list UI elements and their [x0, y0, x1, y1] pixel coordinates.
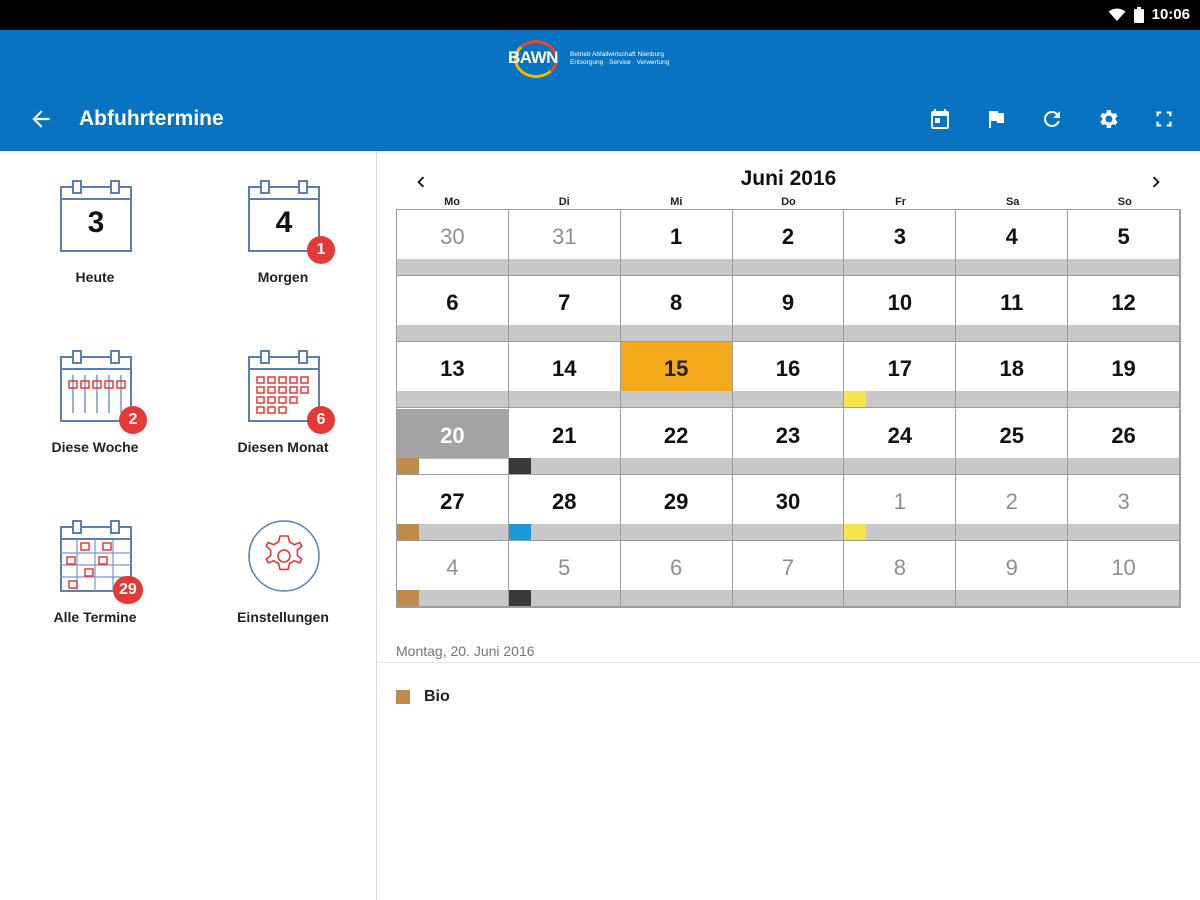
calendar-day-cell[interactable] [956, 475, 1068, 541]
waste-type-label: Bio [424, 688, 450, 705]
calendar-day-cell[interactable] [1068, 276, 1180, 342]
weekday-label: Mi [670, 196, 683, 208]
settings-button[interactable] [1096, 106, 1120, 132]
collection-strip [397, 391, 508, 407]
collection-strip [621, 325, 732, 341]
collection-marker-yellow [844, 391, 866, 407]
calendar-day-cell[interactable] [956, 210, 1068, 276]
collection-strip [1068, 325, 1179, 341]
calendar-day-cell[interactable] [397, 342, 509, 408]
settings-icon [1096, 107, 1120, 131]
day-number: 26 [1111, 422, 1136, 448]
calendar-day-cell[interactable] [1068, 409, 1180, 475]
logo-line-2: Entsorgung · Service · Verwertung [570, 59, 670, 66]
tile-morgen[interactable] [208, 151, 358, 301]
collection-strip [733, 458, 844, 474]
collection-strip [956, 325, 1067, 341]
collection-strip [956, 259, 1067, 275]
status-bar [0, 0, 1200, 30]
arrow-back-icon [28, 106, 54, 132]
calendar-day-cell[interactable] [733, 276, 845, 342]
collection-strip [844, 590, 955, 606]
fullscreen-button[interactable] [1152, 106, 1176, 132]
day-number: 20 [440, 422, 465, 448]
day-number: 7 [781, 554, 795, 580]
collection-strip [956, 458, 1067, 474]
calendar-day-cell[interactable] [844, 276, 956, 342]
weekday-label: Mo [444, 196, 460, 208]
count-badge: 29 [113, 576, 143, 604]
calendar-day-cell[interactable] [844, 210, 956, 276]
calendar-day-cell[interactable] [397, 475, 509, 541]
day-number: 10 [1111, 554, 1136, 580]
day-number: 14 [552, 356, 577, 382]
calendar-day-cell[interactable] [621, 409, 733, 475]
calendar-day-cell[interactable] [956, 541, 1068, 607]
day-number: 9 [1005, 554, 1018, 580]
day-number: 23 [775, 422, 801, 448]
collection-strip [844, 259, 955, 275]
app-bar [0, 88, 1200, 151]
day-number: 5 [1117, 224, 1130, 249]
calendar-grid [396, 209, 1181, 608]
calendar-day-cell[interactable] [733, 541, 845, 607]
calendar-day-cell[interactable] [397, 276, 509, 342]
day-number: 30 [775, 488, 801, 514]
list-item[interactable] [396, 688, 450, 706]
calendar-day-cell[interactable] [733, 210, 845, 276]
collection-strip [509, 391, 620, 407]
collection-marker-rest [509, 590, 531, 606]
collection-strip [509, 325, 620, 341]
toolbar-actions [928, 106, 1176, 132]
collection-strip [621, 524, 732, 540]
collection-strip [844, 325, 955, 341]
calendar-day-cell[interactable] [397, 409, 509, 475]
logo-subtitle [570, 51, 669, 67]
calendar-day-cell[interactable] [509, 276, 621, 342]
day-number: 1 [893, 488, 906, 514]
collection-strip [956, 524, 1067, 540]
collection-marker-bio [397, 458, 419, 474]
collection-marker-bio [397, 524, 419, 540]
tile-today-number: 3 [87, 206, 105, 239]
day-number: 11 [1000, 290, 1024, 316]
count-badge: 6 [307, 406, 335, 434]
calendar-day-cell[interactable] [844, 475, 956, 541]
refresh-icon [1040, 107, 1064, 131]
day-number: 27 [440, 488, 465, 514]
calendar-day-cell[interactable] [621, 210, 733, 276]
day-number: 7 [558, 290, 571, 316]
calendar-day-cell[interactable] [621, 342, 733, 408]
weekday-label: Sa [1005, 196, 1020, 208]
weekday-label: So [1117, 196, 1132, 208]
calendar-day-cell[interactable] [733, 475, 845, 541]
day-number: 2 [781, 224, 795, 249]
day-number: 18 [999, 356, 1024, 382]
day-number: 21 [552, 422, 577, 448]
day-number: 8 [893, 554, 906, 580]
logo-line-1: Betrieb Abfallwirtschaft Nienburg [570, 51, 664, 58]
collection-strip [956, 391, 1067, 407]
tile-einstellungen-label: Einstellungen [237, 609, 329, 625]
day-number: 4 [446, 554, 459, 580]
day-number: 8 [670, 290, 683, 316]
day-number: 29 [663, 488, 689, 514]
collection-strip [621, 590, 732, 606]
calendar-day-cell[interactable] [621, 276, 733, 342]
chevron-right-icon [1145, 171, 1167, 193]
calendar-day-cell[interactable] [1068, 541, 1180, 607]
calendar-day-cell[interactable] [956, 342, 1068, 408]
month-label: Juni 2016 [740, 167, 837, 190]
quick-filter-panel [0, 151, 376, 900]
tile-alle-termine[interactable] [20, 491, 170, 641]
collection-strip [1068, 458, 1179, 474]
selected-date-label: Montag, 20. Juni 2016 [396, 643, 535, 659]
collection-strip [397, 259, 508, 275]
day-number: 4 [1005, 224, 1018, 249]
detail-divider [377, 662, 1200, 663]
day-number: 19 [1111, 356, 1136, 382]
calendar-today-button[interactable] [928, 106, 952, 132]
tile-diese-woche-label: Diese Woche [51, 439, 139, 455]
collection-strip [1068, 391, 1179, 407]
calendar-day-cell[interactable] [733, 409, 845, 475]
day-number: 31 [552, 224, 577, 249]
tile-diesen-monat[interactable] [208, 321, 358, 471]
day-number: 17 [887, 356, 913, 382]
tile-heute-label: Heute [75, 269, 115, 285]
collection-strip [956, 590, 1067, 606]
logo-mark [508, 40, 566, 78]
day-number: 28 [552, 488, 577, 514]
weekday-label: Fr [895, 196, 907, 208]
collection-strip [733, 524, 844, 540]
day-number: 12 [1111, 290, 1136, 316]
collection-strip [621, 391, 732, 407]
day-number: 6 [670, 554, 683, 580]
day-number: 2 [1005, 488, 1018, 514]
calendar-day-cell[interactable] [733, 342, 845, 408]
flag-icon [984, 107, 1008, 131]
calendar-day-cell[interactable] [956, 276, 1068, 342]
waste-type-color-swatch [396, 690, 410, 704]
panel-divider [376, 151, 377, 900]
calendar-day-cell[interactable] [844, 541, 956, 607]
status-time: 10:06 [1151, 6, 1190, 23]
collection-marker-yellow [844, 524, 866, 540]
day-number: 10 [887, 290, 913, 316]
tile-alle-termine-label: Alle Termine [53, 609, 137, 625]
collection-strip [733, 259, 844, 275]
calendar-day-cell[interactable] [621, 475, 733, 541]
bawn-logo [508, 40, 669, 78]
day-number: 6 [446, 290, 459, 316]
calendar-day-cell[interactable] [509, 210, 621, 276]
calendar-day-cell[interactable] [844, 409, 956, 475]
calendar-day-cell[interactable] [509, 409, 621, 475]
calendar-day-cell[interactable] [1068, 475, 1180, 541]
tile-einstellungen[interactable] [208, 491, 358, 641]
weekday-header [396, 196, 1181, 208]
calendar-day-cell[interactable] [1068, 210, 1180, 276]
day-number: 25 [999, 422, 1024, 448]
collection-strip [621, 259, 732, 275]
day-number: 16 [775, 356, 801, 382]
calendar-day-cell[interactable] [621, 541, 733, 607]
day-number: 3 [1117, 488, 1130, 514]
tile-heute[interactable] [20, 151, 170, 301]
calendar-day-cell[interactable] [509, 342, 621, 408]
weekday-label: Do [781, 196, 796, 208]
calendar-today-icon [928, 107, 952, 131]
calendar-day-cell[interactable] [844, 342, 956, 408]
next-month-button[interactable] [1139, 165, 1173, 199]
day-number: 5 [558, 554, 571, 580]
tile-morgen-label: Morgen [257, 269, 309, 285]
count-badge: 2 [119, 406, 147, 434]
status-indicators [1108, 6, 1190, 23]
calendar-day-cell[interactable] [397, 210, 509, 276]
collection-strip [509, 259, 620, 275]
flag-button[interactable] [984, 106, 1008, 132]
collection-strip [1068, 524, 1179, 540]
collection-strip [733, 325, 844, 341]
collection-strip [1068, 259, 1179, 275]
calendar-day-cell[interactable] [509, 475, 621, 541]
month-navigation [396, 157, 1181, 191]
collection-strip [397, 325, 508, 341]
collection-strip [844, 458, 955, 474]
tile-diese-woche[interactable] [20, 321, 170, 471]
collection-strip [733, 590, 844, 606]
calendar-day-cell[interactable] [956, 409, 1068, 475]
refresh-button[interactable] [1040, 106, 1064, 132]
day-number: 22 [663, 422, 689, 448]
day-number: 30 [440, 224, 465, 249]
logo-abbr: BAWN [508, 48, 558, 67]
fullscreen-icon [1153, 108, 1175, 130]
collection-marker-paper [509, 524, 531, 540]
collection-marker-bio [397, 590, 419, 606]
day-number: 9 [781, 290, 795, 316]
back-button[interactable] [28, 106, 54, 132]
collection-marker-rest [509, 458, 531, 474]
battery-icon [1134, 7, 1144, 23]
calendar-day-cell[interactable] [397, 541, 509, 607]
tile-tomorrow-number: 4 [275, 206, 293, 239]
collection-strip [1068, 590, 1179, 606]
weekday-label: Di [558, 196, 570, 208]
page-title: Abfuhrtermine [79, 107, 224, 130]
day-number: 13 [440, 356, 465, 382]
wifi-icon [1108, 8, 1126, 22]
collection-strip [733, 391, 844, 407]
count-badge: 1 [307, 236, 335, 264]
day-number: 24 [887, 422, 913, 448]
day-number: 1 [670, 224, 683, 249]
day-number: 15 [663, 356, 689, 382]
collection-strip [621, 458, 732, 474]
settings-gear-icon [247, 519, 321, 593]
day-number: 3 [893, 224, 906, 249]
tile-diesen-monat-label: Diesen Monat [237, 439, 329, 455]
logo-bar [0, 30, 1200, 88]
calendar-day-cell[interactable] [509, 541, 621, 607]
calendar-day-cell[interactable] [1068, 342, 1180, 408]
